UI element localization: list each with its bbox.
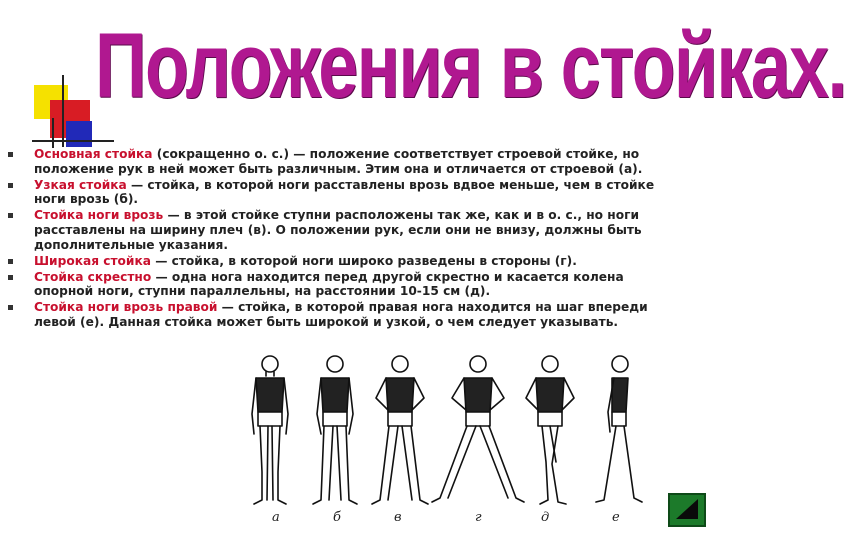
figure-c bbox=[372, 356, 428, 504]
bullet-icon bbox=[8, 183, 13, 188]
list-item bbox=[8, 147, 668, 176]
figure-e bbox=[596, 356, 642, 502]
description: — стойка, в которой ноги расставлены врозь вдвое меньше, чем в стойке ноги врозь (б). bbox=[34, 177, 655, 207]
list-item bbox=[8, 300, 668, 329]
bullet-icon bbox=[8, 213, 13, 218]
term: Стойка ноги врозь правой bbox=[34, 300, 218, 315]
figure-label: е bbox=[612, 510, 620, 525]
list-item bbox=[8, 208, 668, 252]
bullet-icon bbox=[8, 152, 13, 157]
stance-illustration bbox=[240, 352, 660, 512]
figure-label: б bbox=[333, 510, 341, 525]
decor-line bbox=[62, 75, 64, 147]
figure-label: д bbox=[541, 510, 550, 525]
figure-label: в bbox=[394, 510, 402, 525]
decor-line bbox=[32, 140, 114, 142]
figure-b bbox=[313, 356, 357, 504]
description: — стойка, в которой правая нога находится на шаг впереди левой (е). Данная стойка может быть широкой и узкой, о чем следует указывать. bbox=[34, 300, 648, 330]
next-slide-button[interactable] bbox=[668, 493, 706, 527]
figure-g bbox=[432, 356, 524, 502]
slide-title: Положения в стойках. bbox=[95, 15, 846, 117]
term: Узкая стойка bbox=[34, 177, 127, 192]
description: — в этой стойке ступни расположены так же, как и в о. с., но ноги расставлены на ширину плеч (в). О положении рук, если они не внизу, должны быть дополнительные указания. bbox=[34, 208, 642, 252]
bullet-icon bbox=[8, 259, 13, 264]
figure-d bbox=[526, 356, 574, 504]
term: Стойка ноги врозь bbox=[34, 208, 164, 223]
figure-label: а bbox=[272, 510, 280, 525]
list-item bbox=[8, 178, 668, 207]
list-item bbox=[8, 270, 668, 299]
term: Основная стойка bbox=[34, 147, 153, 161]
figure-a bbox=[252, 356, 288, 504]
list-item bbox=[8, 254, 668, 269]
next-slide-arrow-icon bbox=[670, 495, 704, 525]
decor-line bbox=[52, 118, 54, 148]
description: — стойка, в которой ноги широко разведены в стороны (г). bbox=[150, 253, 577, 268]
bullet-icon bbox=[8, 305, 13, 310]
stance-list bbox=[8, 147, 668, 331]
decor-blue-square bbox=[66, 121, 92, 147]
bullet-icon bbox=[8, 275, 13, 280]
figure-label: г bbox=[475, 510, 482, 525]
description: — одна нога находится перед другой скрестно и касается колена опорной ноги, ступни параллельны, на расстоянии 10-15 см (д). bbox=[34, 269, 624, 299]
term: Широкая стойка bbox=[34, 253, 151, 268]
term: Стойка скрестно bbox=[34, 269, 152, 284]
description: (сокращенно о. с.) — положение соответствует строевой стойке, но положение рук в ней может быть различным. Этим она и отличается от строевой (а). bbox=[34, 147, 643, 176]
